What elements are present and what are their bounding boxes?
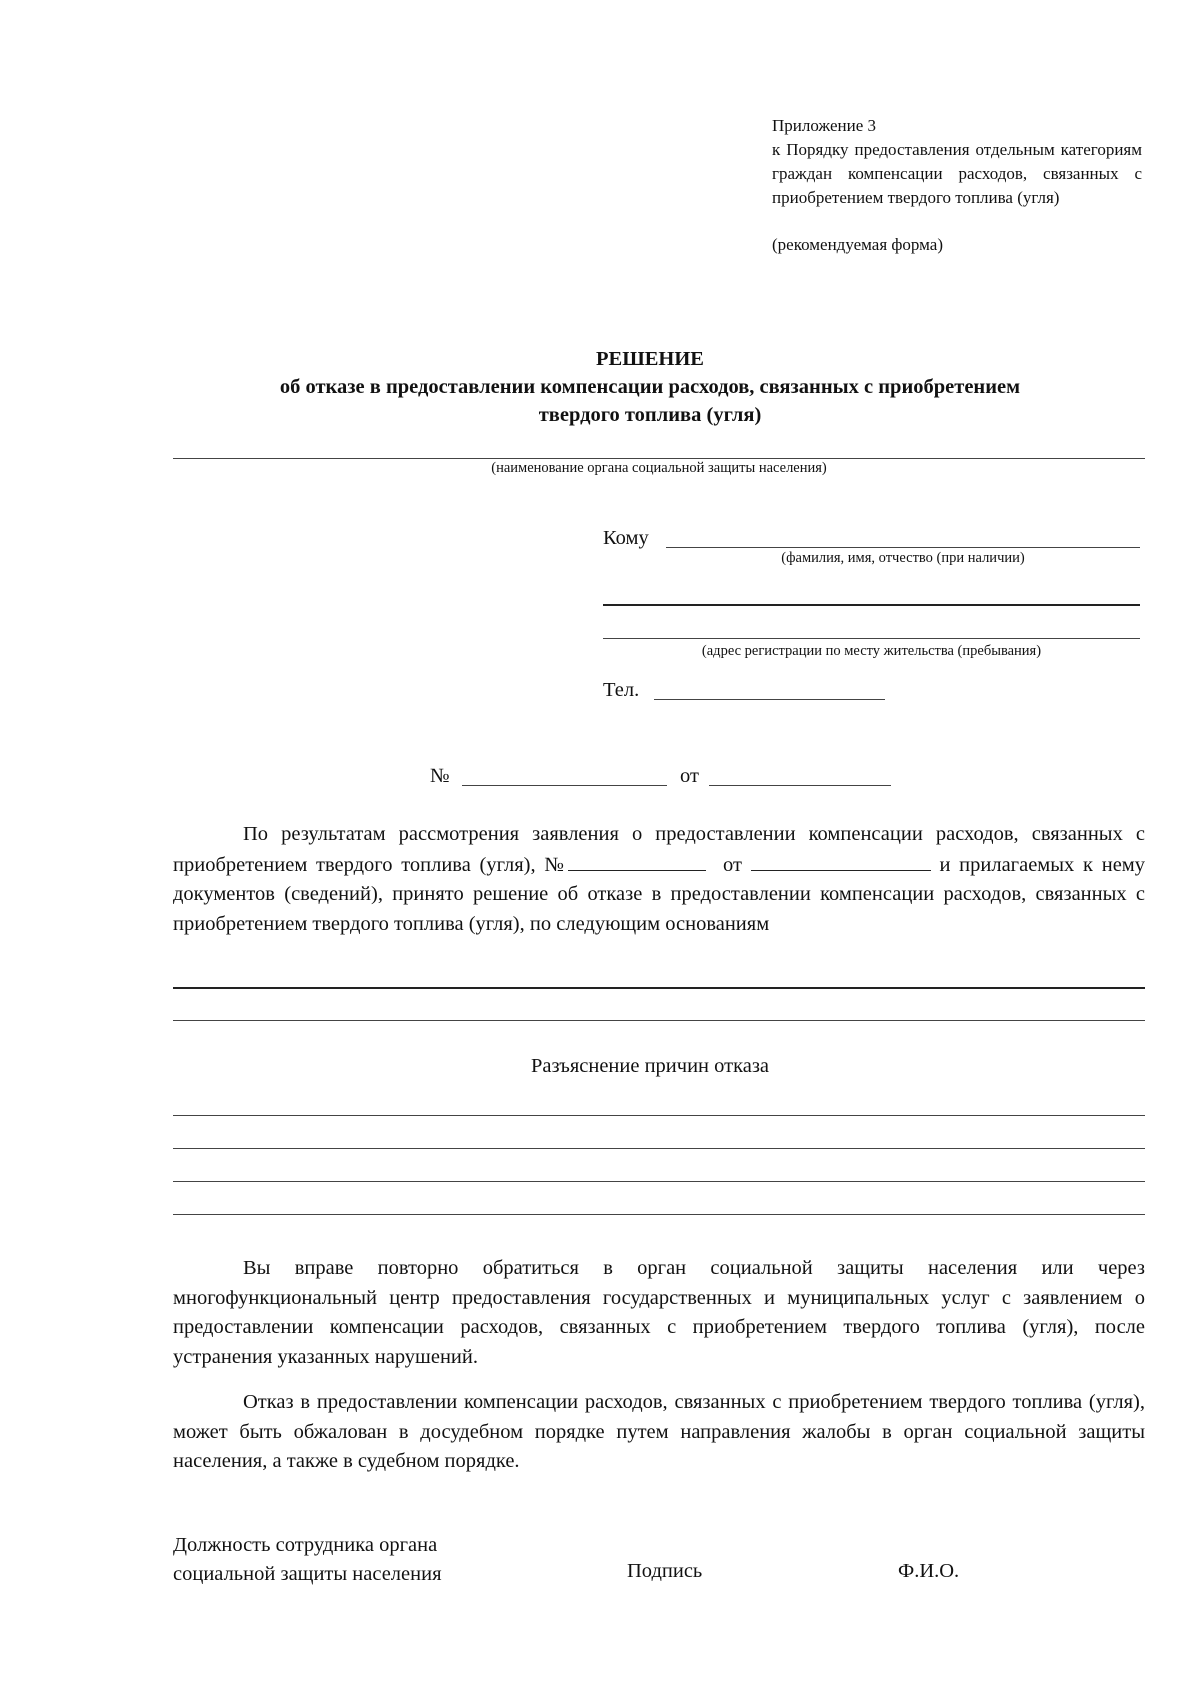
document-subtitle-line1: об отказе в предоставлении компенсации расходов, связанных с приобретением [279, 376, 1021, 398]
recipient-name-caption: (фамилия, имя, отчество (при наличии) [781, 550, 1025, 566]
phone-line[interactable] [654, 699, 885, 700]
recipient-address-caption: (адрес регистрации по месту жительства (пребывания) [701, 643, 1042, 659]
p2-text: Вы вправе повторно обратиться в орган социальной защиты населения или через многофункциональный центр предоставления государственных и муниципальных услуг с заявлением о предоставлении компенсации расходов, связанных с приобретением твердого топлива (угля), после устранения указанных нарушений. [173, 1257, 1145, 1368]
document-title: РЕШЕНИЕ [596, 348, 704, 370]
fio-label: Ф.И.О. [898, 1560, 960, 1582]
reasons-line-1[interactable] [173, 1115, 1145, 1116]
signature-label: Подпись [627, 1560, 703, 1582]
recipient-address-line-2[interactable] [603, 638, 1140, 639]
reasons-heading: Разъяснение причин отказа [530, 1055, 770, 1077]
decision-date-label: от [680, 765, 699, 787]
authority-name-line[interactable] [173, 458, 1145, 459]
paragraph-application-review [173, 820, 1145, 939]
p1-part1: По результатам рассмотрения заявления о предоставлении компенсации расходов, связанных с приобретением твердого топлива (угля), № [173, 823, 1145, 876]
application-date-line[interactable] [751, 850, 931, 871]
authority-caption: (наименование органа социальной защиты населения) [491, 460, 827, 476]
reasons-line-2[interactable] [173, 1148, 1145, 1149]
grounds-line-2[interactable] [173, 1020, 1145, 1021]
p3-text: Отказ в предоставлении компенсации расходов, связанных с приобретением твердого топлива (угля), может быть обжалован в досудебном порядке путем направления жалобы в орган социальной защиты населения, а также в судебном порядке. [173, 1391, 1145, 1472]
annex-body: к Порядку предоставления отдельным категориям граждан компенсации расходов, связанных с приобретением твердого топлива (угля) [772, 140, 1142, 207]
grounds-line-1[interactable] [173, 987, 1145, 989]
p1-from: от [723, 853, 742, 876]
to-label: Кому [603, 527, 649, 549]
document-subtitle-line2: твердого топлива (угля) [538, 404, 762, 426]
phone-label: Тел. [603, 679, 640, 701]
annex-block [772, 114, 1142, 257]
signature-position-label: Должность сотрудника органа социальной защиты населения [173, 1534, 442, 1585]
reasons-line-4[interactable] [173, 1214, 1145, 1215]
annex-form-note: (рекомендуемая форма) [772, 235, 944, 254]
paragraph-reapply [173, 1254, 1145, 1372]
annex-title: Приложение 3 [772, 116, 876, 135]
decision-number-line[interactable] [462, 785, 667, 786]
decision-date-line[interactable] [709, 785, 891, 786]
reasons-line-3[interactable] [173, 1181, 1145, 1182]
recipient-address-line-1[interactable] [603, 604, 1140, 606]
document-title-block [150, 345, 1150, 429]
decision-number-label: № [430, 765, 450, 787]
paragraph-appeal [173, 1388, 1145, 1477]
application-number-line[interactable] [568, 850, 706, 871]
p1-part2: и прилагаемых к нему документов (сведений), принято решение об отказе в предоставлении компенсации расходов, связанных с приобретением твердого топлива (угля), по следующим основаниям [173, 853, 1146, 935]
recipient-name-line[interactable] [666, 547, 1140, 548]
